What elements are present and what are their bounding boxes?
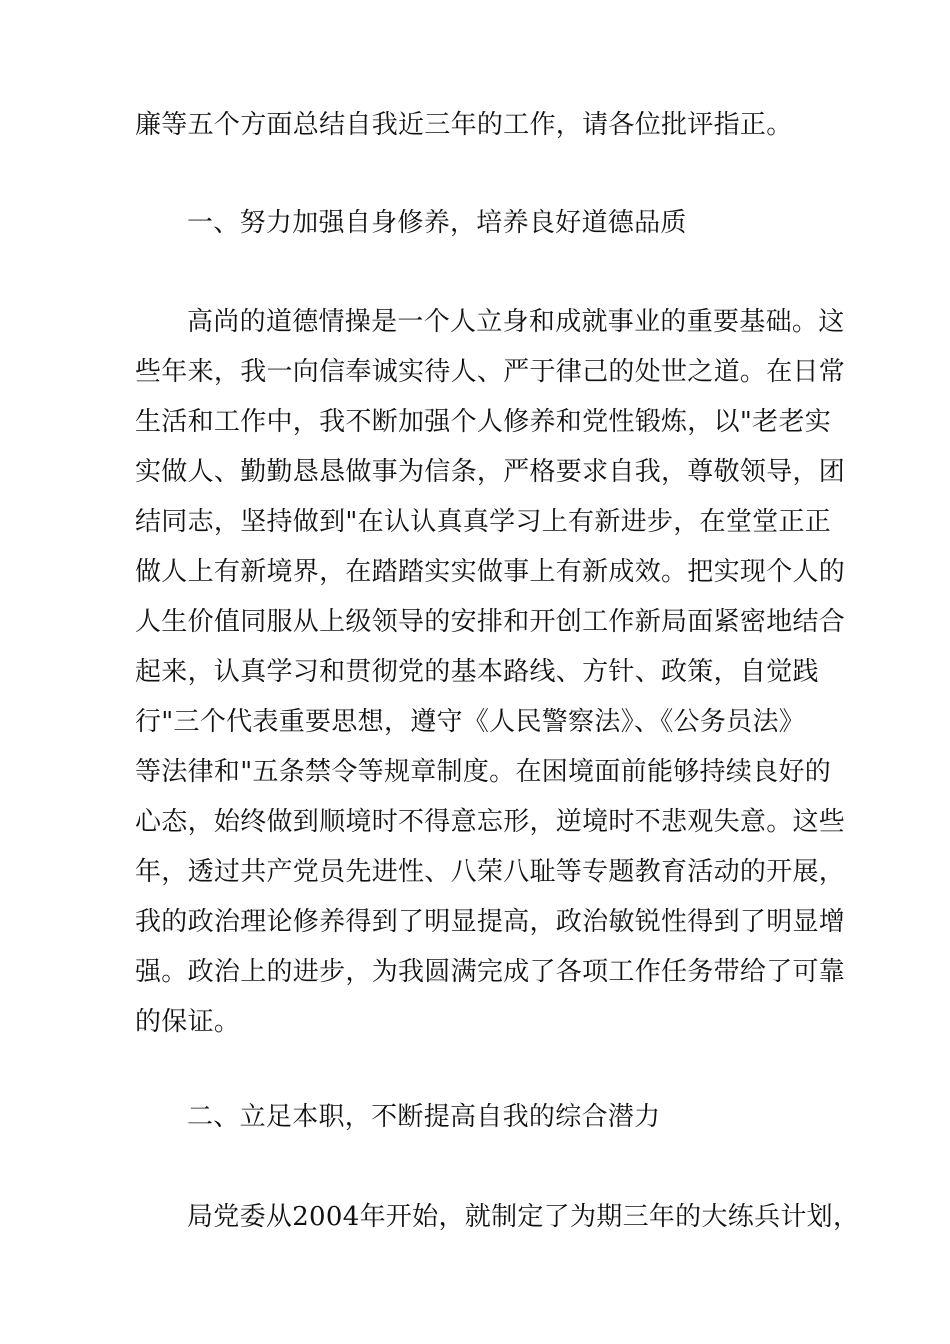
paragraph-line: 人生价值同服从上级领导的安排和开创工作新局面紧密地结合 [135,607,846,637]
paragraph-line: 做人上有新境界，在踏踏实实做事上有新成效。把实现个人的 [135,557,846,587]
paragraph-line: 局党委从2004年开始，就制定了为期三年的大练兵计划， [187,1202,860,1232]
paragraph-1 [135,297,846,1047]
paragraph-line: 强。政治上的进步，为我圆满完成了各项工作任务带给了可靠 [135,957,846,987]
paragraph-line: 些年来，我一向信奉诚实待人、严于律己的处世之道。在日常 [135,357,846,387]
paragraph-line: 心态，始终做到顺境时不得意忘形，逆境时不悲观失意。这些 [135,807,846,837]
paragraph-line: 我的政治理论修养得到了明显提高，政治敏锐性得到了明显增 [135,907,846,937]
paragraph-line: 实做人、勤勤恳恳做事为信条，严格要求自我，尊敬领导，团 [135,457,846,487]
paragraph-line: 的保证。 [135,1007,241,1037]
paragraph-line: 行"三个代表重要思想，遵守《人民警察法》、《公务员法》 [135,707,806,737]
heading-1-text: 一、努力加强自身修养，培养良好道德品质 [187,208,687,238]
paragraph-line: 等法律和"五条禁令等规章制度。在困境面前能够持续良好的 [135,757,832,787]
paragraph-2 [135,1192,860,1242]
paragraph-line: 年，透过共产党员先进性、八荣八耻等专题教育活动的开展， [135,857,846,887]
intro-paragraph-tail [135,100,825,150]
section-heading-2 [135,1092,825,1142]
paragraph-line: 高尚的道德情操是一个人立身和成就事业的重要基础。这 [187,307,845,337]
intro-line: 廉等五个方面总结自我近三年的工作，请各位批评指正。 [135,110,793,140]
paragraph-line: 结同志，坚持做到"在认认真真学习上有新进步，在堂堂正正 [135,507,832,537]
paragraph-line: 生活和工作中，我不断加强个人修养和党性锻炼，以"老老实 [135,407,832,437]
heading-2-text: 二、立足本职，不断提高自我的综合潜力 [187,1102,661,1132]
section-heading-1 [135,198,825,248]
paragraph-line: 起来，认真学习和贯彻党的基本路线、方针、政策，自觉践 [135,657,819,687]
